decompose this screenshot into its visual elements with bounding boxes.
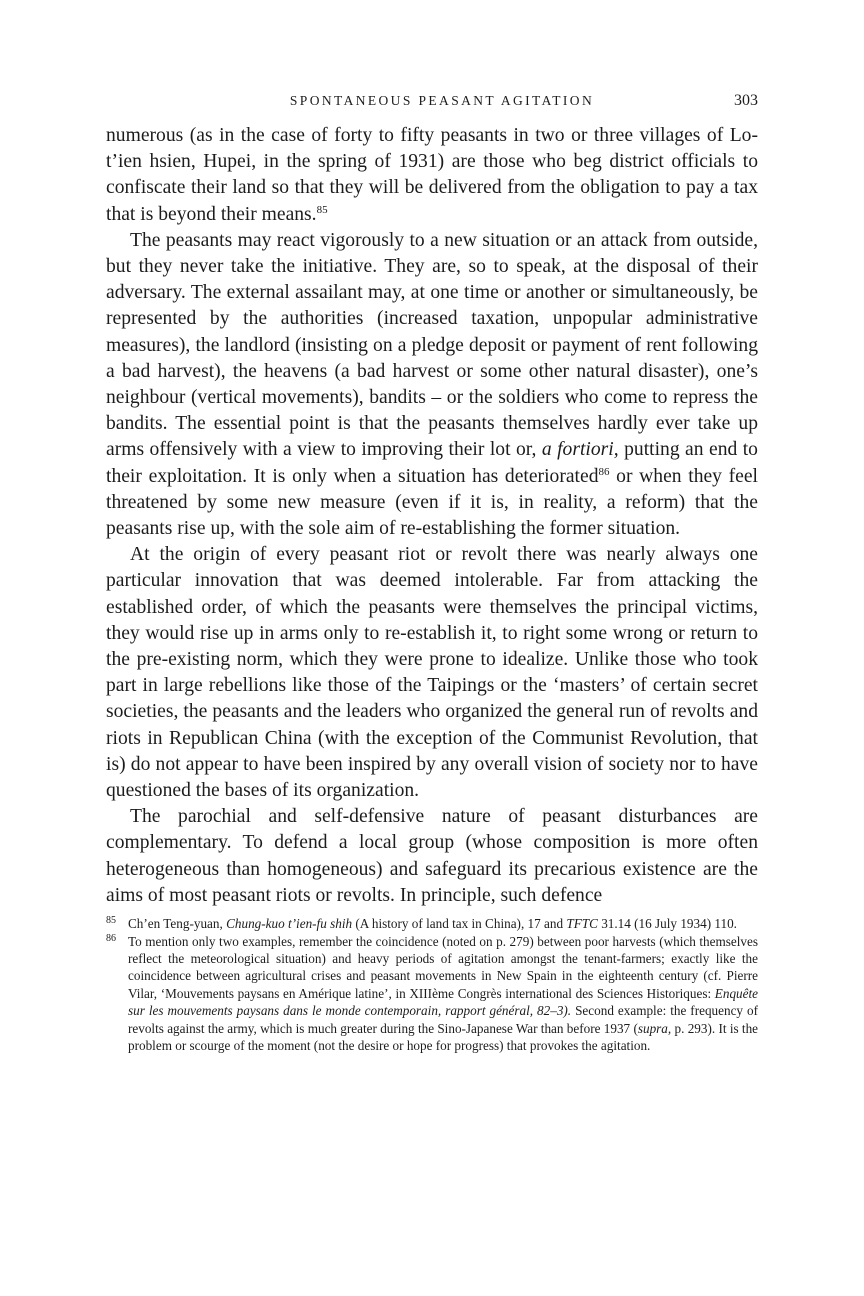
footnote-85-title2: TFTC xyxy=(566,916,598,932)
paragraph-3: At the origin of every peasant riot or revolt there was nearly always one particular innovation that was deemed intolerable. Far from attacking the established order, of which the peasants were themselves the principal victims, they would rise up in arms only to re-establish it, to right some wrong or return to the pre-existing norm, which they were prone to idealize. Unlike those who took part in large rebellions like those of the Taipings or the ‘masters’ of certain secret societies, the peasants and the leaders who organized the general run of revolts and riots in Republican China (with the exception of the Communist Revolution, that is) do not appear to have been inspired by any overall vision of society nor to have questioned the bases of its organization. xyxy=(106,544,758,802)
footnote-85-title: Chung-kuo t’ien-fu shih xyxy=(226,916,353,932)
footnote-86 xyxy=(106,933,758,1055)
footnote-86-title: Enquête sur les mouvements paysans dans le monde contemporain, rapport général, 82–3). xyxy=(128,985,759,1019)
page-number: 303 xyxy=(734,92,758,109)
footnote-85-text-b: (A history of land tax in China), 17 and xyxy=(355,916,564,932)
paragraph-2-text-a: The peasants may react vigorously to a new situation or an attack from outside, but they never take the initiative. They are, so to speak, at the disposal of their adversary. The external assailant may, at one time or another or simultaneously, be represented by the authorities (increased taxation, unpopular administrative measures), the landlord (insisting on a pledge deposit or payment of rent following a bad harvest), the heavens (a bad harvest or some other natural disaster), one’s neighbour (vertical movements), bandits – or the soldiers who come to repress the bandits. The essential point is that the peasants themselves hardly ever take up arms offensively with a view to improving their lot or, xyxy=(106,229,758,461)
footnote-86-number: 86 xyxy=(106,932,116,944)
paragraph-2-text-c: or when they feel threatened by some new measure (even if it is, in reality, a reform) that the peasants rise up, with the sole aim of re-establishing the former situation. xyxy=(106,465,759,540)
footnote-86-text-c: p. 293). It is the problem or scourge of the moment (not the desire or hope for progress) that provokes the agitation. xyxy=(128,1020,759,1053)
book-page xyxy=(106,92,758,1054)
running-title: SPONTANEOUS PEASANT AGITATION xyxy=(289,93,595,108)
paragraph-4: The parochial and self-defensive nature of peasant disturbances are complementary. To defend a local group (whose composition is more often heterogeneous than homogeneous) and safeguard its precarious existence are the aims of most peasant riots or revolts. In principle, such defence xyxy=(106,806,758,906)
paragraph-2 xyxy=(106,228,758,542)
footnote-86-text-b: Second example: the frequency of revolts against the army, which is much greater during the Sino-Japanese War than before 1937 ( xyxy=(128,1003,758,1036)
footnote-ref-85[interactable]: 85 xyxy=(316,203,328,216)
paragraph-1-text: numerous (as in the case of forty to fifty peasants in two or three villages of Lo-t’ien hsien, Hupei, in the spring of 1931) are those who beg district officials to confiscate their land so that they will be delivered from the obligation to pay a tax that is beyond their means. xyxy=(106,125,758,225)
footnote-85-text-c: 31.14 (16 July 1934) 110. xyxy=(601,916,737,932)
paragraph-1 xyxy=(106,123,758,228)
footnote-ref-86[interactable]: 86 xyxy=(598,465,610,478)
footnote-86-text-a: To mention only two examples, remember the coincidence (noted on p. 279) between poor harvests (which themselves reflect the meteorological situation) and heavy periods of agitation amongst the tenant-farmers; exactly like the coincidence between agricultural crises and peasant movements in New Spain in the eighteenth century (cf. Pierre Vilar, ‘Mouvements paysans en Amérique latine’, in XIIIème Congrès international des Sciences Historiques: xyxy=(128,933,758,1001)
footnote-85-number: 85 xyxy=(106,915,116,927)
footnote-85-text-a: Ch’en Teng-yuan, xyxy=(128,916,223,932)
footnotes xyxy=(106,915,758,1054)
body-text xyxy=(106,123,758,909)
footnote-86-supra: supra, xyxy=(637,1020,672,1036)
page-header xyxy=(106,92,758,116)
paragraph-2-italic: a fortiori, xyxy=(541,439,619,461)
footnote-85 xyxy=(106,915,758,932)
paragraph-2-text-b: putting an end to their exploitation. It is only when a situation has deteriorated xyxy=(106,439,758,487)
